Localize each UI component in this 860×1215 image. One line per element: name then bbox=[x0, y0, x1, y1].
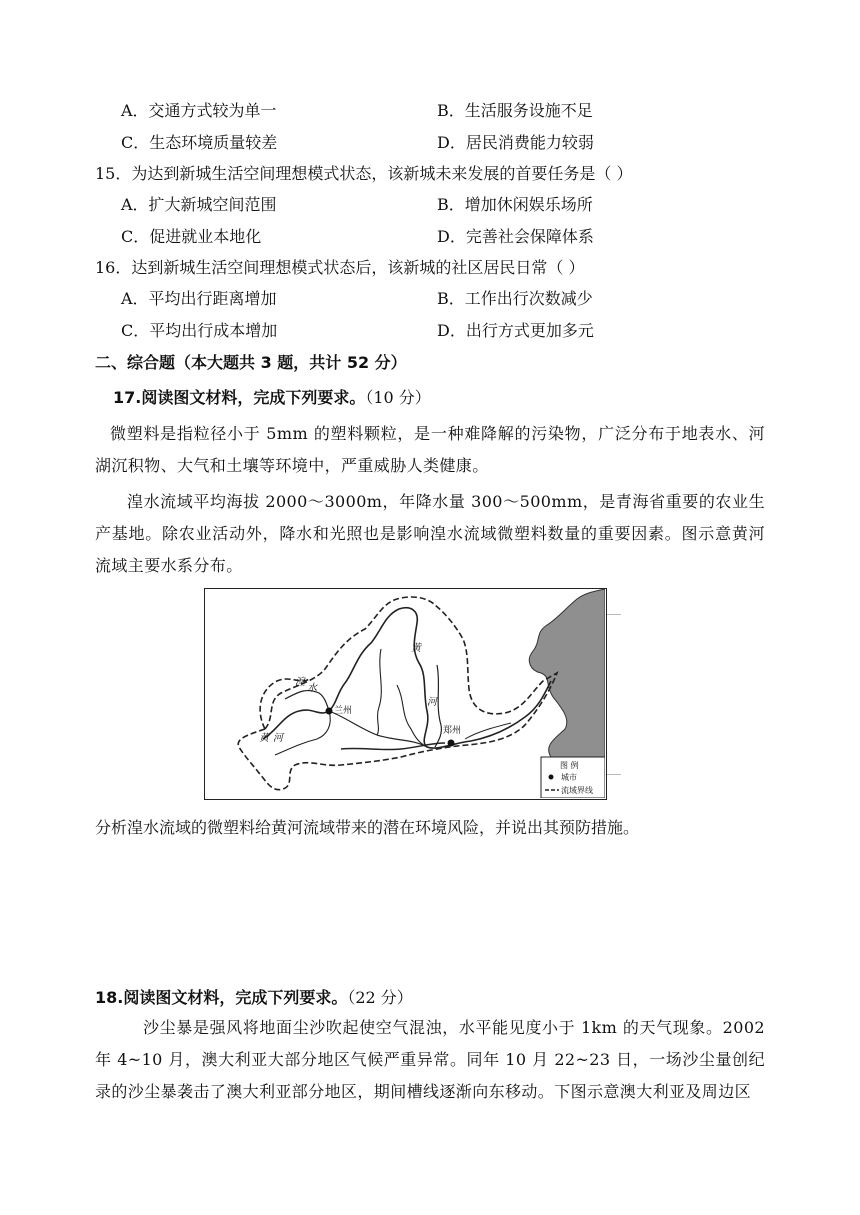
q18-score: （22 分） bbox=[347, 988, 413, 1007]
river-label-huang-2: 黄 bbox=[259, 733, 269, 744]
q15-option-b: B．增加休闲娱乐场所 bbox=[437, 195, 593, 214]
q17-paragraph-1: 微塑料是指粒径小于 5mm 的塑料颗粒，是一种难降解的污染物，广泛分布于地表水、河湖沉积物、大气和土壤等环境中，严重威胁人类健康。 bbox=[95, 424, 765, 475]
q18-title: 18.阅读图文材料，完成下列要求。 bbox=[95, 988, 348, 1007]
city-label-zhengzhou: 郑州 bbox=[443, 726, 462, 736]
q15-stem: 15．为达到新城生活空间理想模式状态，该新城未来发展的首要任务是（ ） bbox=[95, 164, 633, 183]
q17-question: 分析湟水流域的微塑料给黄河流域带来的潜在环境风险，并说出其预防措施。 bbox=[95, 818, 640, 837]
q16-stem: 16．达到新城生活空间理想模式状态后，该新城的社区居民日常（ ） bbox=[95, 258, 585, 277]
basin-boundary bbox=[238, 597, 557, 790]
q14-option-d: D．居民消费能力较弱 bbox=[437, 133, 594, 152]
river-label-huangshui-1: 湟 bbox=[295, 677, 305, 688]
tributary-mid bbox=[397, 685, 427, 747]
legend-title: 图 例 bbox=[560, 761, 579, 770]
q16-option-d: D．出行方式更加多元 bbox=[437, 321, 594, 340]
city-zhengzhou-marker bbox=[448, 740, 455, 747]
q16-option-a: A．平均出行距离增加 bbox=[121, 289, 277, 308]
q17-score: （10 分） bbox=[365, 388, 431, 407]
river-label-huangshui-2: 水 bbox=[307, 683, 317, 694]
q15-option-a: A．扩大新城空间范围 bbox=[121, 195, 277, 214]
q16-option-c: C．平均出行成本增加 bbox=[121, 321, 278, 340]
yellow-river-basin-map bbox=[204, 588, 607, 800]
tributary-tao bbox=[275, 711, 330, 755]
q14-option-c: C．生态环境质量较差 bbox=[121, 133, 278, 152]
q17-title: 17.阅读图文材料，完成下列要求。 bbox=[113, 388, 366, 407]
map-tick-bottom bbox=[607, 774, 621, 775]
city-lanzhou-marker bbox=[326, 708, 333, 715]
q17-paragraph-2: 湟水流域平均海拔 2000～3000m，年降水量 300～500mm，是青海省重要的农业生产基地。除农业活动外，降水和光照也是影响湟水流域微塑料数量的重要因素。图示意黄河流域主要水系分布。 bbox=[95, 492, 765, 575]
map-drawing bbox=[205, 589, 605, 798]
tributary-north bbox=[377, 649, 381, 735]
yellow-river-main bbox=[263, 608, 551, 748]
legend-city-label: 城市 bbox=[561, 773, 577, 782]
q14-option-a: A．交通方式较为单一 bbox=[121, 101, 277, 120]
legend-city-marker bbox=[549, 775, 554, 780]
river-label-huang-1: 黄 bbox=[411, 643, 421, 654]
q14-option-b: B．生活服务设施不足 bbox=[437, 101, 593, 120]
river-label-he-1: 河 bbox=[427, 697, 437, 708]
q15-option-d: D．完善社会保障体系 bbox=[437, 227, 594, 246]
city-label-lanzhou: 兰州 bbox=[334, 706, 353, 716]
section-heading: 二、综合题（本大题共 3 题，共计 52 分） bbox=[95, 353, 407, 372]
q18-paragraph-1: 沙尘暴是强风将地面尘沙吹起使空气混浊，水平能见度小于 1km 的天气现象。2002 年 4~10 月，澳大利亚大部分地区气候严重异常。同年 10 月 22~23 日，一场沙尘量创纪录的沙尘暴袭击了澳大利亚部分地区，期间槽线逐渐向东移动。下图示意澳大利亚及周边区 bbox=[95, 1018, 765, 1101]
map-tick-top bbox=[607, 614, 621, 615]
q17-title-row bbox=[113, 385, 431, 408]
legend-boundary-label: 流域界线 bbox=[561, 786, 593, 795]
yellow-river-lower bbox=[341, 743, 445, 750]
q18-title-row bbox=[95, 985, 413, 1008]
q15-option-c: C．促进就业本地化 bbox=[121, 227, 262, 246]
river-label-he-2: 河 bbox=[273, 733, 283, 744]
q16-option-b: B．工作出行次数减少 bbox=[437, 289, 593, 308]
